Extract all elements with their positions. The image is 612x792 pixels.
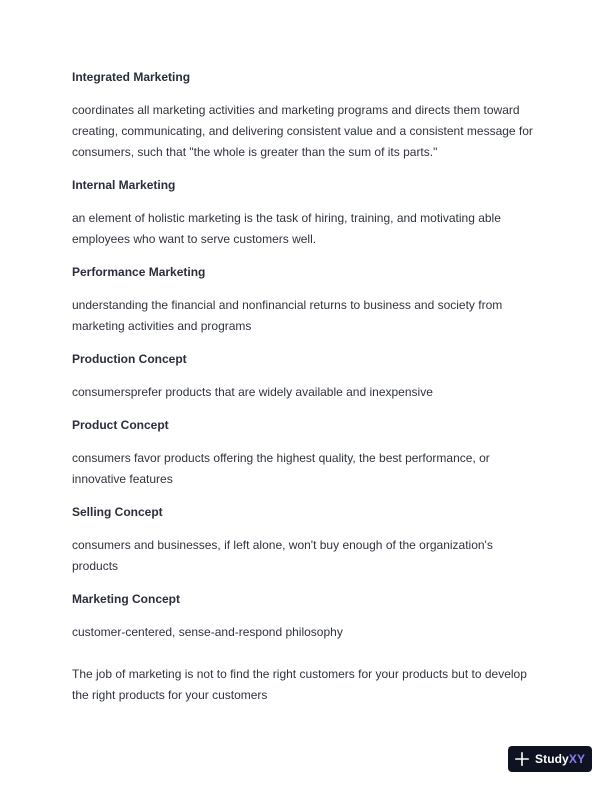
glossary-entry bbox=[72, 67, 542, 163]
glossary-content bbox=[72, 67, 542, 706]
term-heading: Performance Marketing bbox=[72, 265, 206, 279]
brand-name bbox=[535, 746, 585, 772]
term-heading: Production Concept bbox=[72, 352, 187, 366]
term-definition: coordinates all marketing activities and marketing programs and directs them toward creating, communicating, and delivering consistent value and a consistent message for consumers, such that "the whole is greater than the sum of its parts." bbox=[72, 103, 533, 159]
term-definition: an element of holistic marketing is the task of hiring, training, and motivating able employees who want to serve customers well. bbox=[72, 211, 501, 246]
glossary-entry bbox=[72, 589, 542, 643]
term-definition: consumers favor products offering the highest quality, the best performance, or innovative features bbox=[72, 451, 490, 486]
term-definition: understanding the financial and nonfinancial returns to business and society from marketing activities and programs bbox=[72, 298, 503, 333]
glossary-entry bbox=[72, 262, 542, 337]
term-definition: consumers and businesses, if left alone, won't buy enough of the organization's products bbox=[72, 538, 493, 573]
plus-sparkle-icon bbox=[514, 751, 530, 767]
term-heading: Integrated Marketing bbox=[72, 70, 191, 84]
term-definition: consumersprefer products that are widely available and inexpensive bbox=[72, 385, 433, 399]
term-heading: Marketing Concept bbox=[72, 592, 181, 606]
glossary-entry bbox=[72, 175, 542, 250]
term-heading: Internal Marketing bbox=[72, 178, 176, 192]
closing-note: The job of marketing is not to find the right customers for your products but to develop the right products for your customers bbox=[72, 667, 527, 702]
term-heading: Selling Concept bbox=[72, 505, 163, 519]
brand-name-main: Study bbox=[535, 752, 569, 766]
glossary-entry bbox=[72, 349, 542, 403]
glossary-entry bbox=[72, 502, 542, 577]
studyxy-brand-badge[interactable] bbox=[508, 746, 592, 772]
term-definition: customer-centered, sense-and-respond philosophy bbox=[72, 625, 343, 639]
brand-name-accent: XY bbox=[568, 752, 586, 766]
term-heading: Product Concept bbox=[72, 418, 169, 432]
glossary-entry bbox=[72, 415, 542, 490]
